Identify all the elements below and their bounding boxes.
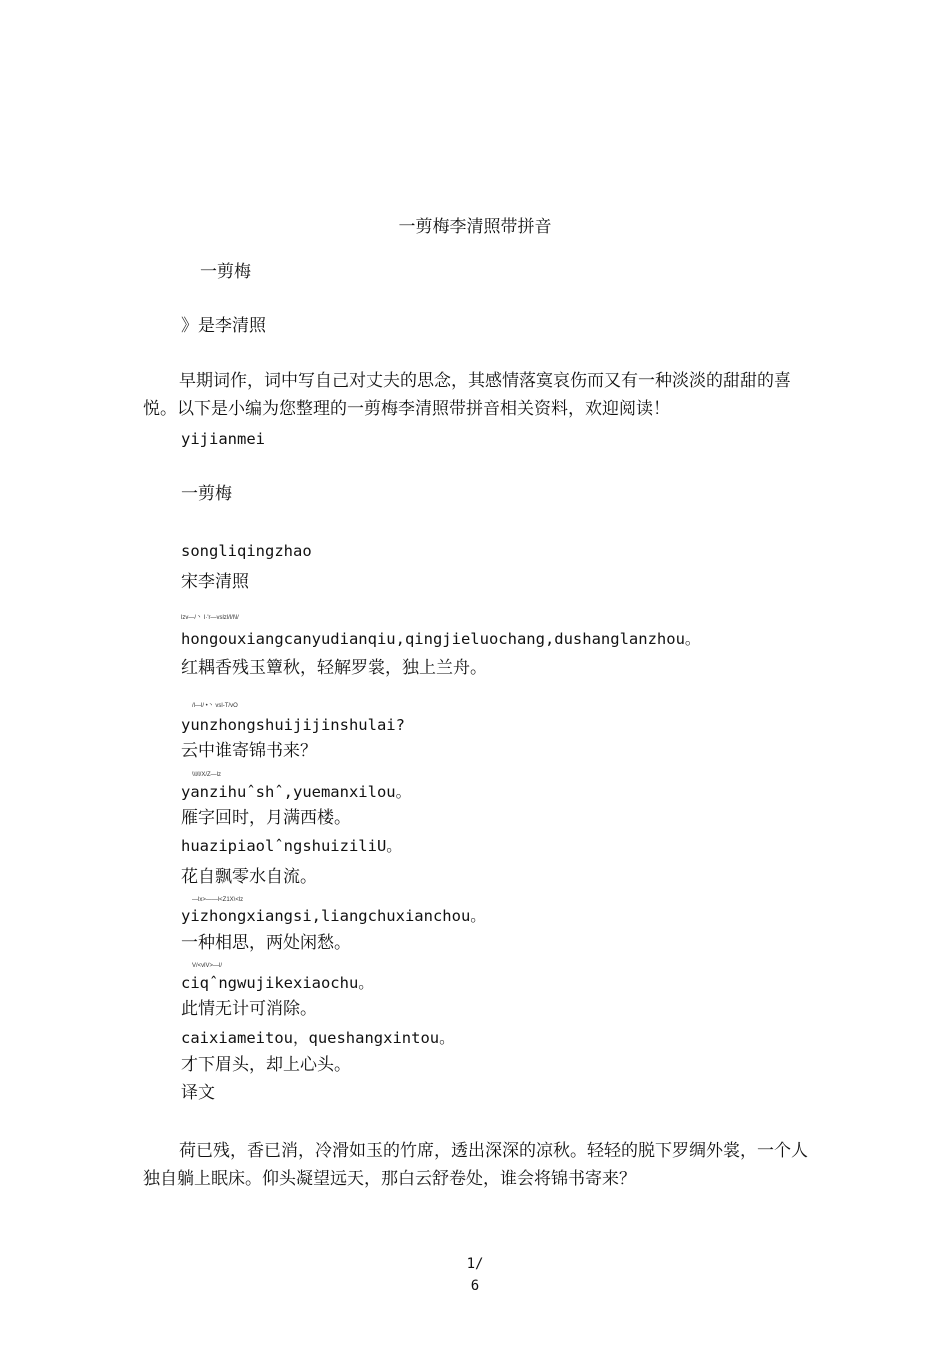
poem-line-pinyin: huazipiaolˆngshuiziliU。 xyxy=(181,837,402,855)
tone-marks: lzv—/丶 I·'r—vslzl/l/l\l/ xyxy=(181,615,239,621)
poem-line-pinyin: ciqˆngwujikexiaochu。 xyxy=(181,974,374,992)
tone-marks: —lx>——l<Z1X\<lz xyxy=(192,897,244,903)
poem-line-pinyin: yizhongxiangsi,liangchuxianchou。 xyxy=(181,907,486,925)
poem-line-pinyin: hongouxiangcanyudianqiu,qingjieluochang,dushanglanzhou。 xyxy=(181,630,701,648)
page-number: 1/ xyxy=(466,1256,484,1272)
translation-paragraph: 荷已残，香已消，冷滑如玉的竹席，透出深深的凉秋。轻轻的脱下罗绸外裳，一个人独自躺上眠床。仰头凝望远天，那白云舒卷处，谁会将锦书寄来？ xyxy=(143,1141,808,1189)
poem-line-pinyin: caixiameitou，queshangxintou。 xyxy=(181,1029,455,1047)
poem-line: 才下眉头，却上心头。 xyxy=(181,1055,351,1075)
poem-title-pinyin: yijianmei xyxy=(181,430,265,448)
tone-marks: \\l/l/X/Z—lz xyxy=(192,772,222,778)
poem-title: 一剪梅 xyxy=(181,484,232,504)
poem-line: 花自飘零水自流。 xyxy=(181,867,317,887)
poem-line: 云中谁寄锦书来？ xyxy=(181,741,317,761)
document-title: 一剪梅李清照带拼音 xyxy=(398,217,552,237)
poem-author: 宋李清照 xyxy=(181,572,249,592)
poem-line: 一种相思，两处闲愁。 xyxy=(181,933,351,953)
tone-marks: V/<vlV>—l/ xyxy=(192,963,223,969)
intro-fragment: 》是李清照 xyxy=(181,316,266,336)
section-heading: 一剪梅 xyxy=(200,262,251,282)
poem-line-pinyin: yunzhongshuijijinshulai? xyxy=(181,716,405,734)
page-total: 6 xyxy=(470,1278,480,1294)
poem-line-pinyin: yanzihuˆshˆ,yuemanxilou。 xyxy=(181,783,412,801)
poem-line: 此情无计可消除。 xyxy=(181,999,317,1019)
translation-label: 译文 xyxy=(181,1083,215,1103)
tone-marks: /l—l/ •丶 vsl-T/vO xyxy=(192,703,238,709)
poem-line: 雁字回时，月满西楼。 xyxy=(181,808,351,828)
poem-line: 红耦香残玉簟秋，轻解罗裳，独上兰舟。 xyxy=(181,658,487,678)
poem-author-pinyin: songliqingzhao xyxy=(181,542,312,560)
intro-paragraph: 早期词作，词中写自己对丈夫的思念，其感情落寞哀伤而又有一种淡淡的甜甜的喜悦。以下是小编为您整理的一剪梅李清照带拼音相关资料，欢迎阅读！ xyxy=(143,371,791,419)
